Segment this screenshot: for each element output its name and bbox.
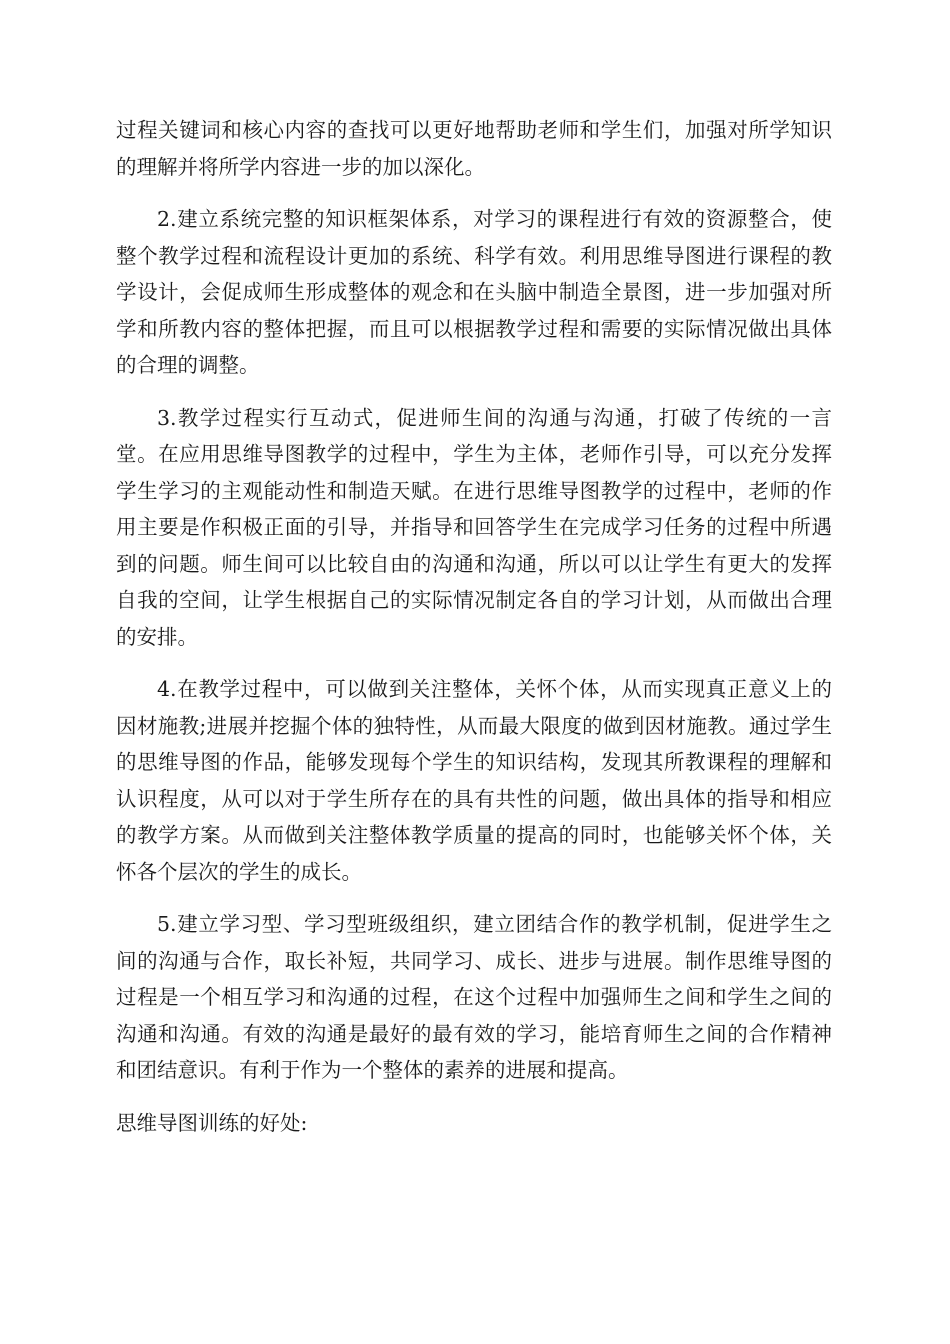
paragraph-item-3: 3.教学过程实行互动式，促进师生间的沟通与沟通，打破了传统的一言堂。在应用思维导图教学的过程中，学生为主体，老师作引导，可以充分发挥学生学习的主观能动性和制造天赋。在进行思维导图教学的过程中，老师的作用主要是作积极正面的引导，并指导和回答学生在完成学习任务的过程中所遇到的问题。师生间可以比较自由的沟通和沟通，所以可以让学生有更大的发挥自我的空间，让学生根据自己的实际情况制定各自的学习计划，从而做出合理的安排。 (116, 405, 832, 649)
paragraph-gap (116, 384, 832, 400)
paragraph-item-2: 2.建立系统完整的知识框架体系，对学习的课程进行有效的资源整合，使整个教学过程和流程设计更加的系统、科学有效。利用思维导图进行课程的教学设计，会促成师生形成整体的观念和在头脑中制造全景图，进一步加强对所学和所教内容的整体把握，而且可以根据教学过程和需要的实际情况做出具体的合理的调整。 (116, 207, 832, 377)
section-heading: 思维导图训练的好处: (116, 1110, 308, 1135)
paragraph-item-4: 4.在教学过程中，可以做到关注整体，关怀个体，从而实现真正意义上的因材施教;进展并挖掘个体的独特性，从而最大限度的做到因材施教。通过学生的思维导图的作品，能够发现每个学生的知识结构，发现其所教课程的理解和认识程度，从可以对于学生所存在的具有共性的问题，做出具体的指导和相应的教学方案。从而做到关注整体教学质量的提高的同时，也能够关怀个体，关怀各个层次的学生的成长。 (116, 677, 832, 884)
paragraph-gap (116, 185, 832, 201)
paragraph-continuation: 过程关键词和核心内容的查找可以更好地帮助老师和学生们，加强对所学知识的理解并将所学内容进一步的加以深化。 (116, 118, 832, 179)
paragraph-gap (116, 655, 832, 671)
paragraph-item-5: 5.建立学习型、学习型班级组织，建立团结合作的教学机制，促进学生之间的沟通与合作，取长补短，共同学习、成长、进步与进展。制作思维导图的过程是一个相互学习和沟通的过程，在这个过程中加强师生之间和学生之间的沟通和沟通。有效的沟通是最好的最有效的学习，能培育师生之间的合作精神和团结意识。有利于作为一个整体的素养的进展和提高。 (116, 912, 832, 1082)
document-page (116, 112, 832, 1141)
paragraph-gap (116, 1089, 832, 1105)
paragraph-gap (116, 890, 832, 906)
